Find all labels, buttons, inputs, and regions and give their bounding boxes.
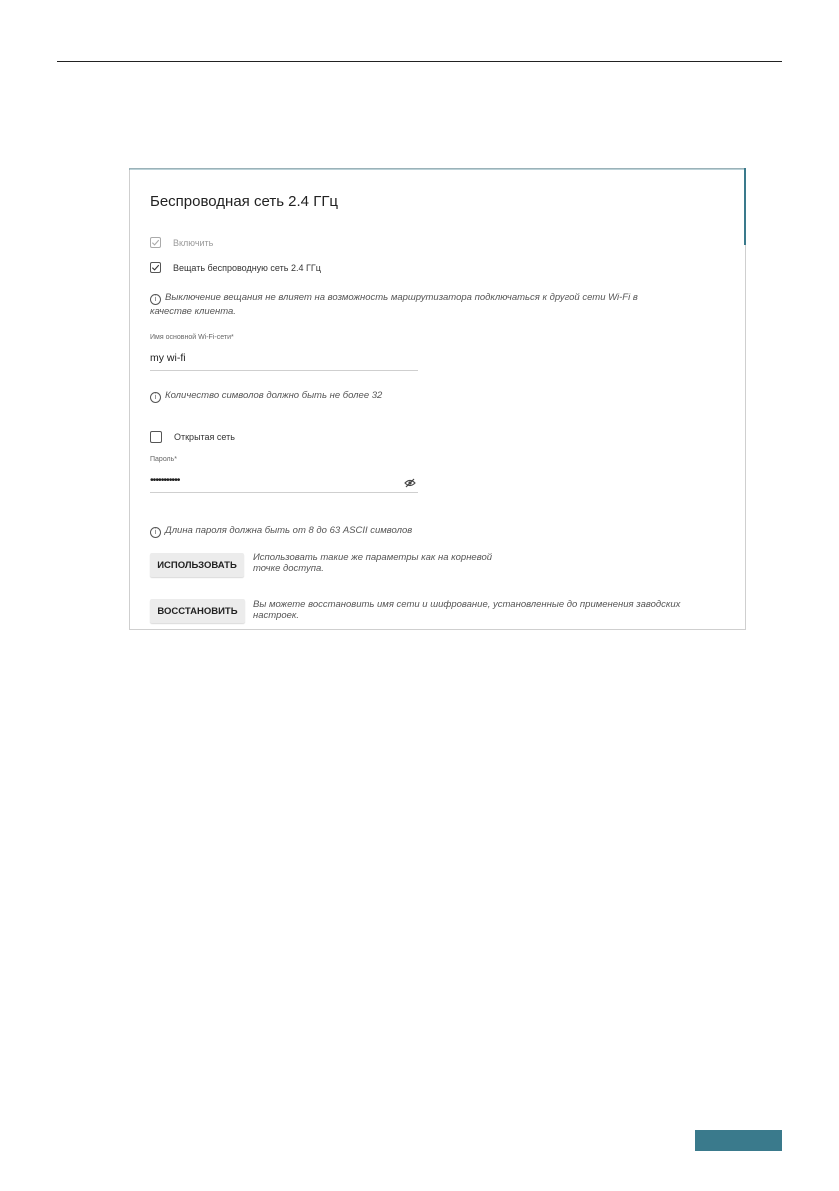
enable-checkbox[interactable]	[150, 237, 161, 248]
open-network-checkbox[interactable]	[150, 431, 162, 443]
use-button[interactable]: ИСПОЛЬЗОВАТЬ	[150, 553, 244, 577]
open-network-label: Открытая сеть	[174, 432, 235, 442]
info-icon: i	[150, 294, 161, 305]
check-icon	[151, 238, 160, 247]
ssid-input[interactable]: my wi-fi	[150, 352, 186, 364]
broadcast-label: Вещать беспроводную сеть 2.4 ГГц	[173, 262, 321, 273]
info-icon: i	[150, 392, 161, 403]
ssid-underline	[150, 370, 418, 371]
enable-label: Включить	[173, 237, 214, 248]
panel-scroll-accent	[744, 168, 746, 245]
broadcast-row	[150, 262, 321, 273]
ssid-info: i Количество символов должно быть не более 32	[150, 389, 382, 403]
page-number-tab	[695, 1130, 782, 1151]
page-header-rule	[57, 61, 782, 62]
restore-button[interactable]: ВОССТАНОВИТЬ	[150, 599, 245, 623]
check-icon	[151, 263, 160, 272]
info-icon: i	[150, 527, 161, 538]
password-info: i Длина пароля должна быть от 8 до 63 ASCII символов	[150, 524, 412, 538]
password-label: Пароль*	[150, 456, 178, 463]
open-network-row	[150, 431, 235, 443]
panel-accent-top	[129, 168, 746, 170]
broadcast-checkbox[interactable]	[150, 262, 161, 273]
password-underline	[150, 492, 418, 493]
enable-row	[150, 237, 213, 248]
eye-off-icon[interactable]	[404, 475, 416, 485]
restore-button-description: Вы можете восстановить имя сети и шифрование, установленные до применения заводских настроек.	[253, 599, 681, 621]
panel-title: Беспроводная сеть 2.4 ГГц	[150, 193, 339, 210]
ssid-label: Имя основной Wi-Fi-сети*	[150, 334, 234, 341]
wireless-settings-panel	[129, 168, 746, 630]
broadcast-info: i Выключение вещания не влияет на возможность маршрутизатора подключаться к другой сети Wi-Fi в качестве клиента.	[150, 292, 638, 317]
password-input[interactable]: •••••••••••	[150, 474, 180, 486]
use-button-description: Использовать такие же параметры как на корневой точке доступа.	[253, 552, 493, 574]
